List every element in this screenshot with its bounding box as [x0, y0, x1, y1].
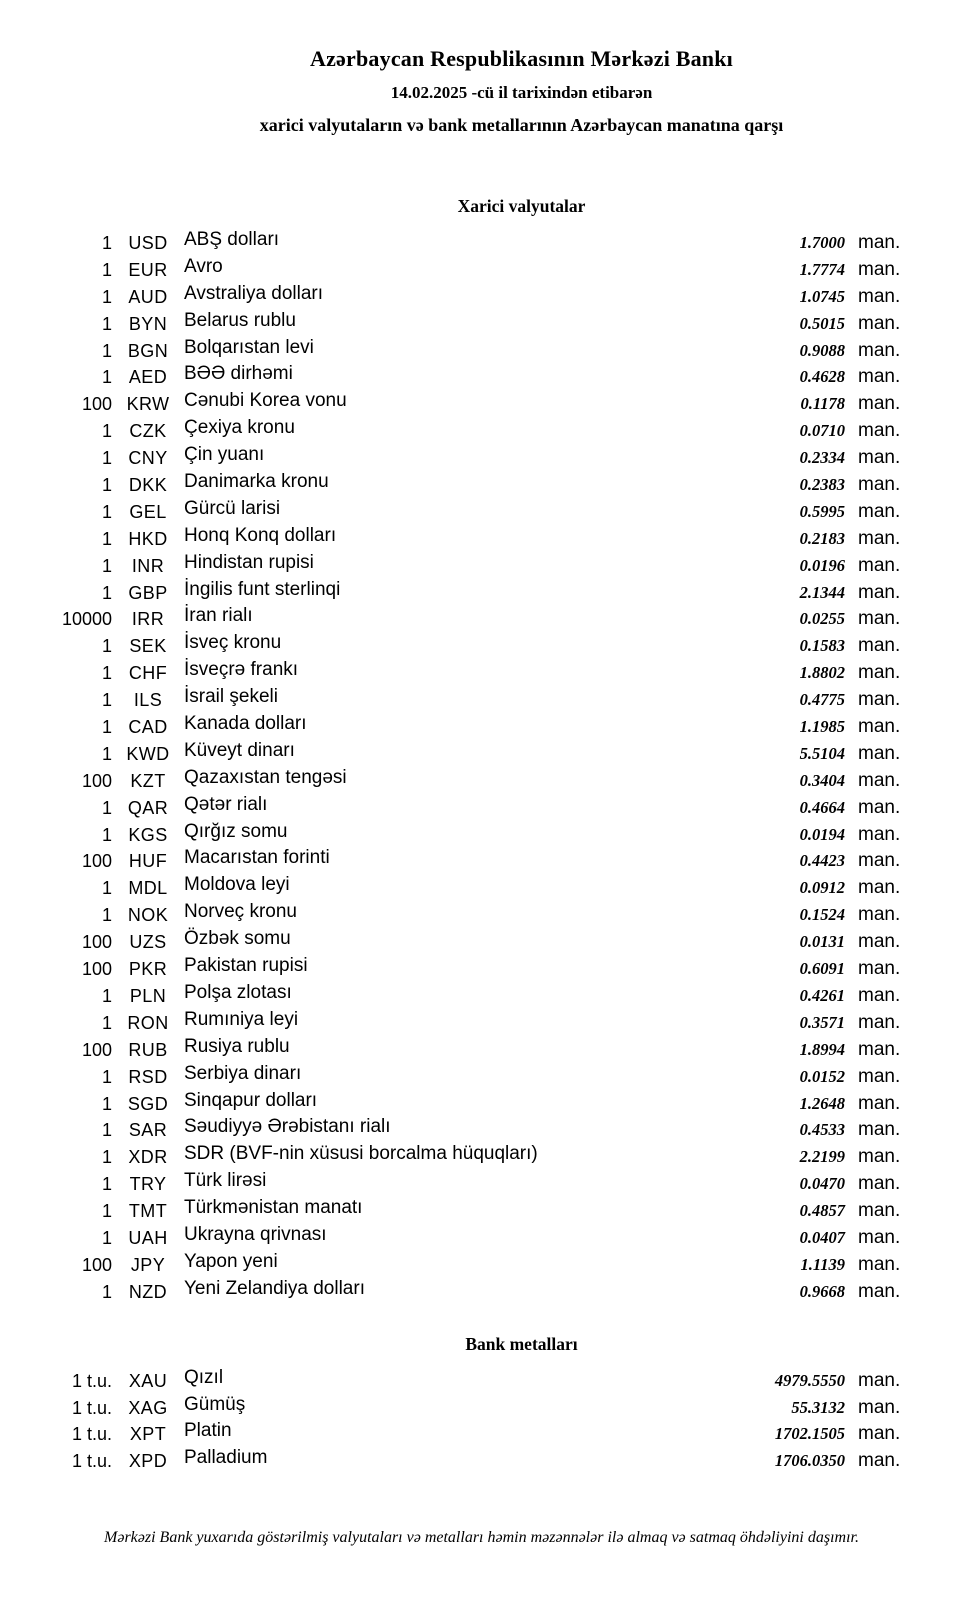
rate-row — [55, 660, 905, 687]
page-subtitle: xarici valyutaların və bank metallarının Azərbaycan manatına qarşı — [259, 115, 784, 135]
currency-code: XDR — [128, 1147, 168, 1168]
rate-quantity: 1 — [101, 233, 112, 253]
currency-code: XPT — [129, 1424, 167, 1445]
currency-code: SEK — [129, 636, 167, 657]
rate-quantity: 1 — [101, 448, 112, 469]
currency-name: Qazaxıstan tengəsi — [184, 766, 347, 788]
currency-name: Sinqapur dolları — [184, 1089, 318, 1111]
currency-name: Gürcü larisi — [184, 497, 281, 519]
currencies-table — [55, 230, 905, 1306]
rate-unit: man. — [858, 608, 901, 630]
currency-name: Avro — [184, 255, 223, 277]
currency-code: UAH — [128, 1227, 168, 1248]
rate-value: 1.8994 — [799, 1039, 845, 1059]
rate-unit: man. — [858, 1011, 901, 1033]
currency-code: XPD — [128, 1451, 168, 1472]
rate-unit: man. — [858, 904, 901, 926]
rate-unit: man. — [858, 716, 901, 738]
currency-code: EUR — [128, 259, 168, 280]
rate-unit: man. — [858, 339, 901, 361]
rate-row — [55, 499, 905, 526]
currency-name: Rumıniya leyi — [184, 1008, 299, 1030]
rate-value: 0.1524 — [799, 905, 845, 925]
rate-quantity: 1 — [101, 824, 112, 845]
rate-value: 4979.5550 — [774, 1370, 845, 1390]
rate-unit: man. — [858, 1038, 901, 1060]
rate-value: 0.4628 — [799, 367, 845, 387]
rate-value: 0.0196 — [799, 555, 845, 575]
rate-quantity: 1 — [101, 1066, 112, 1087]
rate-unit: man. — [858, 877, 901, 899]
rate-unit: man. — [858, 635, 901, 657]
metals-section-title: Bank metalları — [465, 1333, 578, 1354]
currency-name: Norveç kronu — [184, 901, 297, 923]
currency-name: Ukrayna qrivnası — [184, 1223, 327, 1245]
rate-quantity: 1 t.u. — [71, 1451, 112, 1472]
currency-name: Pakistan rupisi — [184, 955, 308, 977]
rate-quantity: 1 — [101, 1093, 112, 1114]
currency-name: Küveyt dinarı — [184, 739, 295, 761]
rate-quantity: 1 t.u. — [71, 1424, 112, 1445]
rate-unit: man. — [858, 1146, 901, 1168]
rate-row — [55, 822, 905, 849]
page-header — [80, 0, 963, 136]
rate-value: 0.9668 — [799, 1281, 845, 1301]
rate-row — [55, 929, 905, 956]
rate-row — [55, 1395, 905, 1422]
rate-quantity: 1 — [101, 1201, 112, 1222]
rate-value: 0.2383 — [799, 475, 845, 495]
rate-row — [55, 1171, 905, 1198]
rate-unit: man. — [858, 554, 901, 576]
rate-row — [55, 902, 905, 929]
currency-name: Gümüş — [184, 1393, 246, 1415]
rate-value: 0.0470 — [799, 1174, 845, 1194]
rate-row — [55, 875, 905, 902]
rate-unit: man. — [858, 581, 901, 603]
rate-quantity: 1 — [101, 555, 112, 576]
rate-row — [55, 1144, 905, 1171]
rate-quantity: 1 — [101, 717, 112, 738]
rate-row — [55, 257, 905, 284]
currency-code: JPY — [130, 1254, 166, 1275]
rate-unit: man. — [858, 447, 901, 469]
rate-value: 0.0152 — [799, 1066, 845, 1086]
rate-quantity: 1 — [101, 501, 112, 522]
rate-quantity: 100 — [81, 394, 112, 415]
rate-quantity: 1 — [101, 421, 112, 442]
rate-row — [55, 741, 905, 768]
currency-name: Səudiyyə Ərəbistanı rialı — [184, 1116, 391, 1138]
currency-code: XAU — [128, 1370, 168, 1391]
currency-code: BYN — [128, 313, 168, 334]
rate-value: 0.4775 — [799, 690, 845, 710]
rate-row — [55, 338, 905, 365]
rate-unit: man. — [858, 984, 901, 1006]
rate-quantity: 1 — [101, 367, 112, 388]
rate-unit: man. — [858, 796, 901, 818]
rate-quantity: 1 — [101, 1120, 112, 1141]
currency-name: Özbək somu — [184, 928, 291, 950]
rate-value: 1.2648 — [799, 1093, 845, 1113]
rate-unit: man. — [858, 931, 901, 953]
currency-code: CHF — [128, 663, 168, 684]
rate-quantity: 1 — [101, 985, 112, 1006]
rate-quantity: 1 — [101, 528, 112, 549]
rate-value: 0.1583 — [799, 636, 845, 656]
rate-row — [55, 1252, 905, 1279]
rate-unit: man. — [858, 1280, 901, 1302]
rate-row — [55, 956, 905, 983]
rate-value: 2.1344 — [799, 582, 845, 602]
rate-unit: man. — [858, 958, 901, 980]
rate-row — [55, 1198, 905, 1225]
rate-row — [55, 1368, 905, 1395]
rate-row — [55, 553, 905, 580]
rate-quantity: 1 — [101, 1174, 112, 1195]
currency-name: İsveç kronu — [184, 632, 282, 654]
rate-quantity: 100 — [81, 959, 112, 980]
rate-value: 1702.1505 — [774, 1424, 845, 1444]
rate-value: 0.4423 — [799, 851, 845, 871]
rate-unit: man. — [858, 1226, 901, 1248]
currency-name: Türk lirəsi — [184, 1170, 267, 1192]
currency-code: INR — [131, 555, 165, 576]
currency-name: Polşa zlotası — [184, 981, 292, 1003]
rate-quantity: 100 — [81, 1039, 112, 1060]
rate-value: 0.3404 — [799, 770, 845, 790]
currency-name: İsveçrə frankı — [184, 659, 299, 681]
currency-code: RSD — [128, 1066, 168, 1087]
rate-value: 0.3571 — [799, 1012, 845, 1032]
currency-name: Belarus rublu — [184, 309, 296, 331]
rate-value: 0.2334 — [799, 448, 845, 468]
currency-code: KRW — [126, 394, 170, 415]
currency-name: Moldova leyi — [184, 874, 290, 896]
rate-value: 0.0407 — [799, 1227, 845, 1247]
rate-unit: man. — [858, 420, 901, 442]
rate-unit: man. — [858, 393, 901, 415]
currency-name: Çexiya kronu — [184, 417, 295, 439]
currency-code: SAR — [128, 1120, 168, 1141]
currency-code: CZK — [129, 421, 167, 442]
currency-name: Macarıstan forinti — [184, 847, 330, 869]
rate-value: 0.9088 — [799, 340, 845, 360]
currency-code: NZD — [128, 1281, 168, 1302]
currency-code: KWD — [126, 743, 170, 764]
rate-value: 1706.0350 — [774, 1451, 845, 1471]
disclaimer-text: Mərkəzi Bank yuxarıda göstərilmiş valyutaları və metalları həmin məzənnələr ilə almaq və satmaq öhdəliyini daşımır. — [104, 1529, 859, 1547]
rate-row — [55, 1010, 905, 1037]
currency-code: AED — [128, 367, 168, 388]
rate-value: 0.4533 — [799, 1120, 845, 1140]
currency-code: SGD — [127, 1093, 169, 1114]
rate-row — [55, 1064, 905, 1091]
rate-row — [55, 445, 905, 472]
currency-name: Qızıl — [184, 1366, 224, 1388]
currency-name: Qətər rialı — [184, 793, 268, 815]
rate-quantity: 1 — [101, 636, 112, 657]
rate-unit: man. — [858, 850, 901, 872]
rate-quantity: 1 — [101, 1281, 112, 1302]
rate-value: 0.0912 — [799, 878, 845, 898]
rate-unit: man. — [858, 1200, 901, 1222]
currency-code: XAG — [128, 1397, 168, 1418]
rate-unit: man. — [858, 742, 901, 764]
currency-code: TRY — [129, 1174, 167, 1195]
rate-value: 1.8802 — [799, 663, 845, 683]
currency-code: ILS — [133, 690, 163, 711]
currency-code: HKD — [128, 528, 168, 549]
rate-row — [55, 391, 905, 418]
rate-quantity: 1 — [101, 1012, 112, 1033]
currency-name: İngilis funt sterlinqi — [184, 578, 341, 600]
rate-value: 0.4664 — [799, 797, 845, 817]
currencies-section-title: Xarici valyutalar — [457, 196, 586, 216]
currency-name: Kanada dolları — [184, 713, 307, 735]
currency-code: AUD — [128, 286, 168, 307]
rate-value: 5.5104 — [799, 743, 845, 763]
currency-code: DKK — [128, 475, 168, 496]
rate-value: 0.6091 — [799, 959, 845, 979]
rate-unit: man. — [858, 232, 901, 253]
rate-row — [55, 606, 905, 633]
rate-unit: man. — [858, 689, 901, 711]
currency-code: HUF — [128, 851, 168, 872]
page-footer — [0, 1529, 963, 1547]
currency-name: Danimarka kronu — [184, 471, 329, 493]
page-title: Azərbaycan Respublikasının Mərkəzi Bankı — [310, 46, 733, 71]
rate-unit: man. — [858, 662, 901, 684]
rate-quantity: 1 — [101, 878, 112, 899]
rate-row — [55, 1279, 905, 1306]
currency-code: UZS — [129, 932, 167, 953]
currency-code: KZT — [130, 770, 166, 791]
currency-name: İran rialı — [184, 605, 253, 627]
rate-row — [55, 848, 905, 875]
currency-code: KGS — [128, 824, 168, 845]
rate-quantity: 1 — [101, 340, 112, 361]
currency-name: Çin yuanı — [184, 444, 265, 466]
currency-name: Hindistan rupisi — [184, 551, 314, 573]
metals-table — [55, 1368, 905, 1476]
currency-name: Honq Konq dolları — [184, 524, 337, 546]
rate-quantity: 1 — [101, 743, 112, 764]
rate-row — [55, 284, 905, 311]
rate-value: 0.1178 — [800, 394, 845, 414]
currency-code: TMT — [128, 1201, 168, 1222]
rate-value: 0.0194 — [799, 824, 845, 844]
currency-name: Cənubi Korea vonu — [184, 390, 347, 412]
currency-code: PKR — [128, 959, 168, 980]
rate-quantity: 100 — [81, 770, 112, 791]
currency-code: CNY — [128, 448, 168, 469]
rate-row — [55, 580, 905, 607]
currency-name: Rusiya rublu — [184, 1035, 290, 1057]
rate-row — [55, 983, 905, 1010]
rate-unit: man. — [858, 1369, 901, 1391]
rate-value: 0.0131 — [799, 932, 845, 952]
rate-quantity: 10000 — [61, 609, 112, 630]
rate-row — [55, 311, 905, 338]
rate-unit: man. — [858, 1119, 901, 1141]
rate-quantity: 100 — [81, 1254, 112, 1275]
rate-value: 2.2199 — [799, 1147, 845, 1167]
currency-name: Yeni Zelandiya dolları — [184, 1277, 365, 1299]
currency-name: Qırğız somu — [184, 820, 288, 842]
rate-unit: man. — [858, 285, 901, 307]
rate-quantity: 1 — [101, 582, 112, 603]
rate-unit: man. — [858, 1423, 901, 1445]
rate-unit: man. — [858, 823, 901, 845]
rate-quantity: 1 — [101, 905, 112, 926]
rate-quantity: 1 — [101, 313, 112, 334]
rate-quantity: 1 t.u. — [71, 1397, 112, 1418]
rate-row — [55, 795, 905, 822]
currency-code: QAR — [127, 797, 169, 818]
rate-quantity: 100 — [81, 932, 112, 953]
currency-name: Platin — [184, 1420, 232, 1442]
currency-code: NOK — [127, 905, 169, 926]
currency-name: Avstraliya dolları — [184, 282, 324, 304]
currency-code: PLN — [129, 985, 167, 1006]
rate-quantity: 100 — [81, 851, 112, 872]
currency-code: RON — [127, 1012, 169, 1033]
rate-value: 0.4261 — [799, 985, 845, 1005]
rate-value: 0.0710 — [799, 421, 845, 441]
rate-value: 0.5015 — [799, 313, 845, 333]
rate-row — [55, 714, 905, 741]
rate-unit: man. — [858, 1450, 901, 1472]
rate-row — [55, 526, 905, 553]
rate-unit: man. — [858, 1065, 901, 1087]
currency-name: BƏƏ dirhəmi — [184, 363, 293, 385]
rate-quantity: 1 — [101, 475, 112, 496]
rate-row — [55, 472, 905, 499]
rate-value: 1.1139 — [800, 1254, 845, 1274]
rate-unit: man. — [858, 527, 901, 549]
currency-name: Serbiya dinarı — [184, 1062, 302, 1084]
rate-value: 1.7000 — [799, 233, 845, 252]
rate-value: 0.5995 — [799, 501, 845, 521]
rate-row — [55, 1091, 905, 1118]
effective-date: 14.02.2025 -cü il tarixindən etibarən — [390, 83, 653, 102]
rate-quantity: 1 — [101, 690, 112, 711]
rate-unit: man. — [858, 1092, 901, 1114]
currency-code: IRR — [131, 609, 165, 630]
rate-unit: man. — [858, 1253, 901, 1275]
rate-unit: man. — [858, 258, 901, 280]
rate-unit: man. — [858, 500, 901, 522]
currency-name: Bolqarıstan levi — [184, 336, 314, 358]
rate-quantity: 1 — [101, 797, 112, 818]
rate-quantity: 1 t.u. — [71, 1370, 112, 1391]
rate-unit: man. — [858, 1173, 901, 1195]
rate-value: 1.1985 — [799, 717, 845, 737]
currency-code: CAD — [128, 717, 168, 738]
rate-row — [55, 768, 905, 795]
rate-row — [55, 230, 905, 257]
rate-quantity: 1 — [101, 1147, 112, 1168]
rate-row — [55, 1448, 905, 1475]
rate-row — [55, 633, 905, 660]
rate-row — [55, 1117, 905, 1144]
currency-name: İsrail şekeli — [184, 686, 278, 708]
rate-value: 0.4857 — [799, 1201, 845, 1221]
currency-name: Yapon yeni — [184, 1250, 278, 1272]
rate-value: 1.7774 — [799, 259, 845, 279]
currency-code: BGN — [127, 340, 169, 361]
rate-value: 0.2183 — [799, 528, 845, 548]
rate-value: 1.0745 — [799, 286, 845, 306]
currency-code: GEL — [129, 501, 167, 522]
rate-row — [55, 364, 905, 391]
rate-unit: man. — [858, 769, 901, 791]
rate-row — [55, 1225, 905, 1252]
currency-code: USD — [128, 233, 168, 253]
currency-code: RUB — [128, 1039, 168, 1060]
rate-row — [55, 687, 905, 714]
rate-row — [55, 418, 905, 445]
rate-quantity: 1 — [101, 259, 112, 280]
currency-name: Palladium — [184, 1447, 268, 1469]
rate-unit: man. — [858, 366, 901, 388]
rate-row — [55, 1037, 905, 1064]
rate-quantity: 1 — [101, 1227, 112, 1248]
currency-name: SDR (BVF-nin xüsusi borcalma hüquqları) — [184, 1143, 538, 1165]
currency-name: ABŞ dolları — [184, 229, 280, 250]
rate-row — [55, 1421, 905, 1448]
currency-code: MDL — [128, 878, 168, 899]
rate-unit: man. — [858, 312, 901, 334]
rate-unit: man. — [858, 474, 901, 496]
rate-quantity: 1 — [101, 663, 112, 684]
rate-quantity: 1 — [101, 286, 112, 307]
rate-value: 0.0255 — [799, 609, 845, 629]
rate-unit: man. — [858, 1396, 901, 1418]
currency-name: Türkmənistan manatı — [184, 1197, 363, 1219]
rate-value: 55.3132 — [791, 1397, 845, 1417]
currency-code: GBP — [128, 582, 168, 603]
